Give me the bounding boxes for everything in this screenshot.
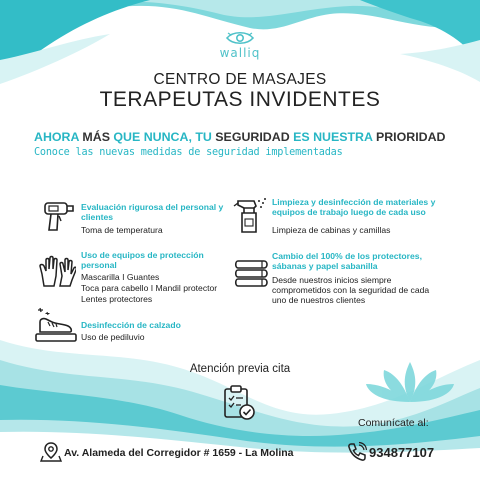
headline-part-1: AHORA bbox=[34, 130, 83, 144]
measure-protection-line-2: Toca para cabello I Mandil protector bbox=[81, 283, 218, 293]
measure-protection-line-1: Mascarilla I Guantes bbox=[81, 272, 160, 282]
measure-linens-title: Cambio del 100% de los protectores, sábanas y papel sabanilla bbox=[272, 251, 422, 271]
headline-part-6: PRIORIDAD bbox=[375, 130, 446, 144]
spray-bottle-icon bbox=[232, 197, 268, 235]
location-pin-icon bbox=[40, 441, 62, 463]
subheadline: Conoce las nuevas medidas de seguridad implementadas bbox=[34, 147, 343, 158]
measure-footwear-text: Uso de pediluvio bbox=[81, 332, 145, 342]
headline-part-5: ES NUESTRA bbox=[293, 130, 376, 144]
contact-label: Comunícate al: bbox=[358, 417, 429, 429]
headline-part-4: SEGURIDAD bbox=[215, 130, 294, 144]
folded-towels-icon bbox=[234, 255, 270, 287]
headline-part-3: QUE NUNCA, TU bbox=[113, 130, 216, 144]
title-line-2: TERAPEUTAS INVIDENTES bbox=[99, 88, 381, 111]
measure-cleaning-text: Limpieza de cabinas y camillas bbox=[272, 225, 391, 235]
brand-name: walliq bbox=[219, 46, 261, 60]
address-text: Av. Alameda del Corregidor # 1659 - La Molina bbox=[64, 447, 294, 459]
eye-logo-icon bbox=[225, 30, 255, 46]
phone-icon bbox=[346, 441, 368, 463]
headline bbox=[34, 130, 474, 144]
measure-temperature-text: Toma de temperatura bbox=[81, 225, 163, 235]
phone-number[interactable]: 934877107 bbox=[369, 445, 435, 460]
shoe-disinfection-icon bbox=[34, 306, 78, 344]
thermometer-gun-icon bbox=[42, 199, 76, 233]
measure-protection-title: Uso de equipos de protección personal bbox=[81, 250, 204, 270]
measure-footwear-title: Desinfección de calzado bbox=[81, 320, 181, 330]
clipboard-check-icon bbox=[222, 383, 256, 421]
appointment-note: Atención previa cita bbox=[189, 363, 291, 375]
measure-protection-line-3: Lentes protectores bbox=[81, 294, 153, 304]
measure-temperature-title: Evaluación rigurosa del personal y clientes bbox=[81, 202, 224, 222]
headline-part-2: MÁS bbox=[82, 130, 114, 144]
measure-linens-text: Desde nuestros inicios siempre comprometidos con la seguridad de cada uno de nuestros clientes bbox=[272, 275, 430, 305]
gloves-icon bbox=[38, 252, 76, 290]
title-line-1: CENTRO DE MASAJES bbox=[153, 71, 327, 88]
measure-cleaning-title: Limpieza y desinfección de materiales y equipos de trabajo luego de cada uso bbox=[272, 197, 436, 217]
brand-logo bbox=[0, 30, 480, 60]
